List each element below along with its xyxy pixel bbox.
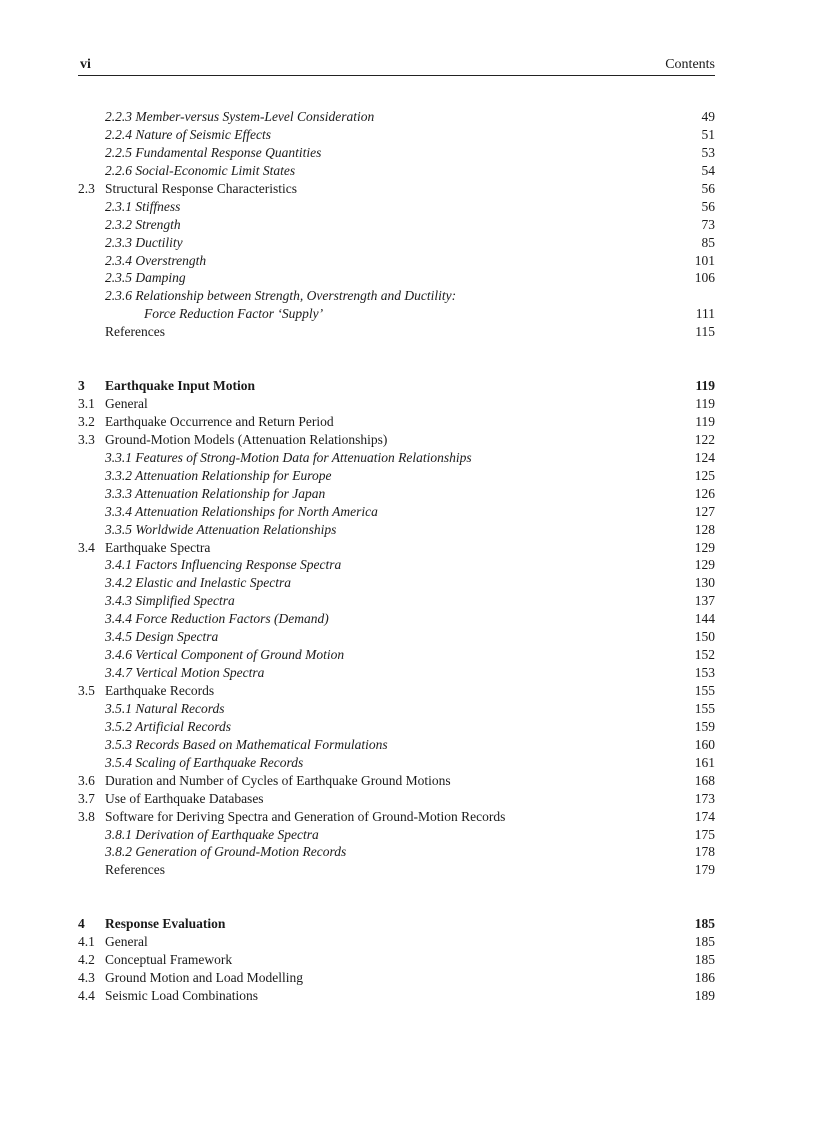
toc-entry-number: 3 bbox=[78, 378, 85, 394]
toc-entry-page: 129 bbox=[694, 557, 715, 573]
toc-subsection[interactable] bbox=[78, 646, 715, 664]
toc-entry-title: Force Reduction Factor ‘Supply’ bbox=[144, 306, 324, 322]
toc-entry-title: 3.4.6 Vertical Component of Ground Motion bbox=[105, 647, 345, 663]
section-gap bbox=[78, 879, 715, 915]
toc-subsection[interactable] bbox=[78, 754, 715, 772]
toc-entry-page: 144 bbox=[694, 611, 715, 627]
toc-entry-title: 2.3.2 Strength bbox=[105, 216, 181, 232]
toc-entry-page: 186 bbox=[694, 970, 715, 986]
toc-subsection[interactable] bbox=[78, 198, 715, 216]
toc-entry-page: 127 bbox=[694, 503, 715, 519]
toc-entry-number: 3.7 bbox=[78, 790, 95, 806]
toc-entry-page: 49 bbox=[701, 109, 715, 124]
toc-subsection[interactable] bbox=[78, 700, 715, 718]
toc-entry-title: 2.2.5 Fundamental Response Quantities bbox=[105, 144, 322, 160]
toc-subsection[interactable] bbox=[78, 826, 715, 844]
toc-entry-title: 2.3.3 Ductility bbox=[105, 234, 183, 250]
toc-entry-page: 51 bbox=[701, 126, 715, 142]
toc-entry-page: 153 bbox=[694, 665, 715, 681]
toc-entry-title: Earthquake Occurrence and Return Period bbox=[105, 413, 334, 429]
toc-subsection[interactable] bbox=[78, 628, 715, 646]
toc-entry-title: 3.4.5 Design Spectra bbox=[105, 629, 219, 645]
toc-references[interactable] bbox=[78, 323, 715, 341]
toc-entry-title: 3.8.1 Derivation of Earthquake Spectra bbox=[105, 826, 319, 842]
toc-subsection[interactable] bbox=[78, 216, 715, 234]
toc-entry-title: References bbox=[105, 324, 165, 340]
toc-subsection[interactable] bbox=[78, 234, 715, 252]
toc-entry-title: 3.8.2 Generation of Ground-Motion Records bbox=[105, 844, 347, 860]
toc-entry-page: 119 bbox=[695, 378, 715, 394]
toc-entry-number: 4.2 bbox=[78, 952, 95, 968]
page-number: vi bbox=[80, 57, 91, 72]
toc-entry-title: 3.3.4 Attenuation Relationships for North America bbox=[105, 503, 378, 519]
toc-section[interactable] bbox=[78, 431, 715, 449]
table-of-contents bbox=[78, 108, 715, 1005]
toc-section[interactable] bbox=[78, 180, 715, 198]
toc-subsection[interactable] bbox=[78, 252, 715, 270]
toc-entry-page: 111 bbox=[695, 306, 715, 322]
toc-entry-title: 3.5.2 Artificial Records bbox=[105, 718, 231, 734]
toc-entry-title: 3.3.5 Worldwide Attenuation Relationships bbox=[105, 521, 337, 537]
toc-subsection[interactable] bbox=[78, 305, 715, 323]
toc-subsection[interactable] bbox=[78, 485, 715, 503]
toc-entry-page: 150 bbox=[694, 629, 715, 645]
toc-section[interactable] bbox=[78, 539, 715, 557]
toc-entry-page: 137 bbox=[694, 593, 715, 609]
toc-subsection[interactable] bbox=[78, 162, 715, 180]
toc-entry-page: 161 bbox=[694, 754, 715, 770]
toc-subsection[interactable] bbox=[78, 144, 715, 162]
toc-section[interactable] bbox=[78, 682, 715, 700]
toc-section[interactable] bbox=[78, 969, 715, 987]
toc-section[interactable] bbox=[78, 790, 715, 808]
toc-entry-page: 128 bbox=[694, 521, 715, 537]
toc-entry-page: 129 bbox=[694, 539, 715, 555]
toc-entry-number: 3.3 bbox=[78, 431, 95, 447]
toc-entry-number: 2.3 bbox=[78, 180, 95, 196]
toc-entry-title: 3.5.1 Natural Records bbox=[105, 700, 225, 716]
toc-entry-page: 56 bbox=[701, 180, 715, 196]
toc-subsection[interactable] bbox=[78, 592, 715, 610]
toc-entry-page: 152 bbox=[694, 647, 715, 663]
toc-section[interactable] bbox=[78, 933, 715, 951]
toc-subsection[interactable] bbox=[78, 269, 715, 287]
toc-section[interactable] bbox=[78, 951, 715, 969]
toc-entry-number: 4.4 bbox=[78, 987, 95, 1003]
toc-entry-page: 56 bbox=[701, 198, 715, 214]
toc-section[interactable] bbox=[78, 413, 715, 431]
toc-entry-title: Use of Earthquake Databases bbox=[105, 790, 264, 806]
toc-entry-page: 155 bbox=[694, 683, 715, 699]
toc-entry-page: 178 bbox=[694, 844, 715, 860]
toc-entry-page: 174 bbox=[694, 808, 715, 824]
toc-entry-title: 3.4.1 Factors Influencing Response Spectra bbox=[105, 557, 342, 573]
toc-entry-number: 4 bbox=[78, 916, 85, 932]
toc-chapter[interactable] bbox=[78, 377, 715, 395]
running-title: Contents bbox=[665, 57, 715, 72]
section-gap bbox=[78, 341, 715, 377]
toc-entry-number: 4.1 bbox=[78, 934, 95, 950]
toc-entry-page: 126 bbox=[694, 485, 715, 501]
toc-section[interactable] bbox=[78, 395, 715, 413]
toc-entry-title: Duration and Number of Cycles of Earthquake Ground Motions bbox=[105, 772, 451, 788]
toc-subsection[interactable] bbox=[78, 664, 715, 682]
toc-entry-title: 3.3.1 Features of Strong-Motion Data for Attenuation Relationships bbox=[105, 449, 472, 465]
page-header bbox=[78, 56, 715, 76]
toc-entry-title: Response Evaluation bbox=[105, 916, 226, 932]
toc-entry-title: References bbox=[105, 862, 165, 878]
toc-entry-title: 2.2.6 Social-Economic Limit States bbox=[105, 162, 296, 178]
toc-entry-number: 3.1 bbox=[78, 396, 95, 412]
toc-entry-title: 3.4.2 Elastic and Inelastic Spectra bbox=[105, 575, 291, 591]
toc-entry-page: 179 bbox=[694, 862, 715, 878]
toc-entry-number: 3.5 bbox=[78, 683, 95, 699]
toc-section[interactable] bbox=[78, 808, 715, 826]
toc-subsection[interactable] bbox=[78, 108, 715, 126]
toc-entry-page: 101 bbox=[694, 252, 715, 268]
toc-entry-page: 106 bbox=[694, 270, 715, 286]
toc-section[interactable] bbox=[78, 987, 715, 1005]
toc-entry-number: 3.4 bbox=[78, 539, 95, 555]
toc-subsection[interactable] bbox=[78, 556, 715, 574]
toc-subsection[interactable] bbox=[78, 521, 715, 539]
toc-entry-title: 3.4.3 Simplified Spectra bbox=[105, 593, 235, 609]
toc-entry-page: 122 bbox=[694, 431, 715, 447]
toc-entry-title: 2.2.4 Nature of Seismic Effects bbox=[105, 126, 271, 142]
toc-entry-number: 3.6 bbox=[78, 772, 95, 788]
toc-entry-title: 3.4.7 Vertical Motion Spectra bbox=[105, 665, 265, 681]
toc-entry-page: 124 bbox=[694, 449, 715, 465]
toc-entry-title: 3.5.3 Records Based on Mathematical Formulations bbox=[105, 736, 388, 752]
toc-entry-title: 2.3.6 Relationship between Strength, Overstrength and Ductility: bbox=[105, 288, 457, 304]
toc-entry-title: 2.2.3 Member-versus System-Level Consideration bbox=[105, 109, 375, 124]
toc-entry-title: 2.3.4 Overstrength bbox=[105, 252, 207, 268]
toc-entry-title: Ground Motion and Load Modelling bbox=[105, 970, 303, 986]
toc-entry-title: 3.3.3 Attenuation Relationship for Japan bbox=[105, 485, 326, 501]
toc-entry-page: 185 bbox=[694, 934, 715, 950]
toc-subsection[interactable] bbox=[78, 503, 715, 521]
toc-entry-page: 54 bbox=[701, 162, 715, 178]
toc-subsection[interactable] bbox=[78, 843, 715, 861]
toc-subsection[interactable] bbox=[78, 126, 715, 144]
toc-references[interactable] bbox=[78, 861, 715, 879]
toc-subsection[interactable] bbox=[78, 287, 715, 305]
toc-entry-page: 185 bbox=[694, 916, 715, 932]
toc-entry-title: General bbox=[105, 396, 148, 412]
toc-chapter[interactable] bbox=[78, 915, 715, 933]
toc-entry-title: Conceptual Framework bbox=[105, 952, 233, 968]
toc-entry-number: 3.8 bbox=[78, 808, 95, 824]
toc-entry-title: Earthquake Records bbox=[105, 683, 215, 699]
toc-entry-page: 119 bbox=[695, 413, 715, 429]
toc-entry-number: 3.2 bbox=[78, 413, 95, 429]
toc-subsection[interactable] bbox=[78, 467, 715, 485]
toc-entry-page: 159 bbox=[694, 718, 715, 734]
toc-entry-page: 130 bbox=[694, 575, 715, 591]
toc-entry-title: Seismic Load Combinations bbox=[105, 987, 258, 1003]
toc-entry-title: Software for Deriving Spectra and Generation of Ground-Motion Records bbox=[105, 808, 506, 824]
toc-subsection[interactable] bbox=[78, 574, 715, 592]
toc-subsection[interactable] bbox=[78, 610, 715, 628]
toc-entry-title: Ground-Motion Models (Attenuation Relationships) bbox=[105, 431, 388, 447]
toc-entry-title: 2.3.1 Stiffness bbox=[105, 198, 181, 214]
toc-entry-title: 3.3.2 Attenuation Relationship for Europe bbox=[105, 467, 332, 483]
toc-entry-page: 175 bbox=[694, 826, 715, 842]
toc-entry-page: 73 bbox=[701, 216, 715, 232]
toc-entry-page: 53 bbox=[701, 144, 715, 160]
toc-entry-page: 185 bbox=[694, 952, 715, 968]
toc-subsection[interactable] bbox=[78, 449, 715, 467]
toc-entry-page: 85 bbox=[701, 234, 715, 250]
toc-entry-page: 119 bbox=[695, 396, 715, 412]
toc-entry-page: 115 bbox=[695, 324, 715, 340]
toc-entry-number: 4.3 bbox=[78, 970, 95, 986]
toc-entry-page: 168 bbox=[694, 772, 715, 788]
toc-entry-title: 3.4.4 Force Reduction Factors (Demand) bbox=[105, 611, 329, 627]
toc-entry-title: Structural Response Characteristics bbox=[105, 180, 297, 196]
toc-entry-page: 155 bbox=[694, 700, 715, 716]
toc-entry-title: 2.3.5 Damping bbox=[105, 270, 186, 286]
toc-entry-page: 173 bbox=[694, 790, 715, 806]
toc-entry-title: General bbox=[105, 934, 148, 950]
toc-entry-page: 125 bbox=[694, 467, 715, 483]
toc-subsection[interactable] bbox=[78, 718, 715, 736]
toc-subsection[interactable] bbox=[78, 736, 715, 754]
toc-entry-title: 3.5.4 Scaling of Earthquake Records bbox=[105, 754, 304, 770]
toc-entry-title: Earthquake Input Motion bbox=[105, 378, 256, 394]
toc-section[interactable] bbox=[78, 772, 715, 790]
toc-entry-title: Earthquake Spectra bbox=[105, 539, 211, 555]
toc-entry-page: 160 bbox=[694, 736, 715, 752]
toc-entry-page: 189 bbox=[694, 987, 715, 1003]
